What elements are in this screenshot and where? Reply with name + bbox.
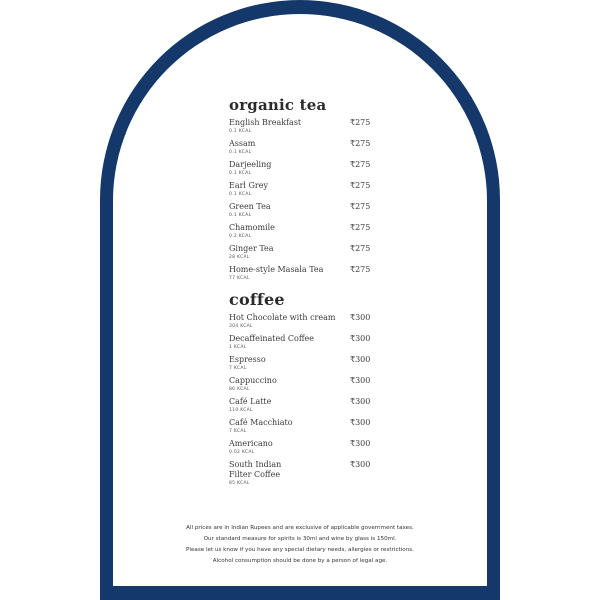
menu-item [229, 313, 379, 331]
item-price: ₹275 [350, 118, 371, 127]
item-name: Café Latte [229, 397, 272, 406]
item-name: Cappuccino [229, 376, 277, 385]
item-kcal: 304 KCAL [229, 324, 253, 329]
item-price: ₹300 [350, 397, 371, 406]
item-kcal: 77 KCAL [229, 276, 250, 281]
menu-item [229, 160, 379, 178]
item-price: ₹275 [350, 139, 371, 148]
menu-item [229, 223, 379, 241]
item-kcal: 0.1 KCAL [229, 192, 252, 197]
item-name: Decaffeinated Coffee [229, 334, 314, 343]
menu-item [229, 460, 379, 488]
menu-content [229, 96, 379, 491]
item-price: ₹300 [350, 376, 371, 385]
item-name: Assam [229, 139, 256, 148]
item-price: ₹275 [350, 223, 371, 232]
menu-item [229, 181, 379, 199]
item-name: English Breakfast [229, 118, 302, 127]
item-price: ₹275 [350, 160, 371, 169]
item-name: Home-style Masala Tea [229, 265, 324, 274]
tea-section-title: organic tea [229, 96, 327, 114]
item-name: South Indian Filter Coffee [229, 460, 282, 479]
menu-item [229, 265, 379, 283]
menu-item [229, 376, 379, 394]
item-kcal: 1 KCAL [229, 345, 247, 350]
item-price: ₹300 [350, 355, 371, 364]
menu-item [229, 418, 379, 436]
item-kcal: 7 KCAL [229, 429, 247, 434]
menu-item [229, 244, 379, 262]
menu-item [229, 397, 379, 415]
menu-item [229, 355, 379, 373]
item-name: Earl Grey [229, 181, 269, 190]
item-price: ₹300 [350, 460, 371, 469]
item-name: Americano [229, 439, 273, 448]
item-kcal: 0.1 KCAL [229, 171, 252, 176]
item-kcal: 0.1 KCAL [229, 213, 252, 218]
item-price: ₹300 [350, 334, 371, 343]
item-price: ₹275 [350, 244, 371, 253]
menu-item [229, 118, 379, 136]
item-kcal: 7 KCAL [229, 366, 247, 371]
item-kcal: 0.2 KCAL [229, 234, 252, 239]
menu-footnote [150, 523, 450, 567]
footnote-line: Alcohol consumption should be done by a person of legal age. [212, 558, 388, 564]
item-name: Darjeeling [229, 160, 272, 169]
item-kcal: 110 KCAL [229, 408, 253, 413]
item-kcal: 0.02 KCAL [229, 450, 255, 455]
item-name: Chamomile [229, 223, 275, 232]
item-price: ₹275 [350, 202, 371, 211]
footnote-line: All prices are in Indian Rupees and are exclusive of applicable government taxes. [186, 525, 414, 531]
tea-section [229, 96, 379, 283]
menu-item [229, 439, 379, 457]
item-price: ₹275 [350, 265, 371, 274]
footnote-line: Please let us know if you have any special dietary needs, allergies or restrictions. [186, 547, 414, 553]
footnote-line: Our standard measure for spirits is 30ml and wine by glass is 150ml. [203, 536, 397, 542]
menu-item [229, 202, 379, 220]
item-kcal: 28 KCAL [229, 255, 250, 260]
item-price: ₹275 [350, 181, 371, 190]
item-kcal: 0.1 KCAL [229, 129, 252, 134]
item-kcal: 85 KCAL [229, 481, 250, 486]
item-price: ₹300 [350, 313, 371, 322]
item-kcal: 0.1 KCAL [229, 150, 252, 155]
item-price: ₹300 [350, 418, 371, 427]
item-kcal: 86 KCAL [229, 387, 250, 392]
item-name: Green Tea [229, 202, 271, 211]
coffee-section [229, 291, 379, 488]
item-name: Ginger Tea [229, 244, 274, 253]
item-price: ₹300 [350, 439, 371, 448]
menu-item [229, 139, 379, 157]
item-name: Espresso [229, 355, 266, 364]
menu-item [229, 334, 379, 352]
item-name: Hot Chocolate with cream [229, 313, 336, 322]
coffee-section-title: coffee [229, 290, 285, 309]
item-name: Café Macchiato [229, 418, 293, 427]
